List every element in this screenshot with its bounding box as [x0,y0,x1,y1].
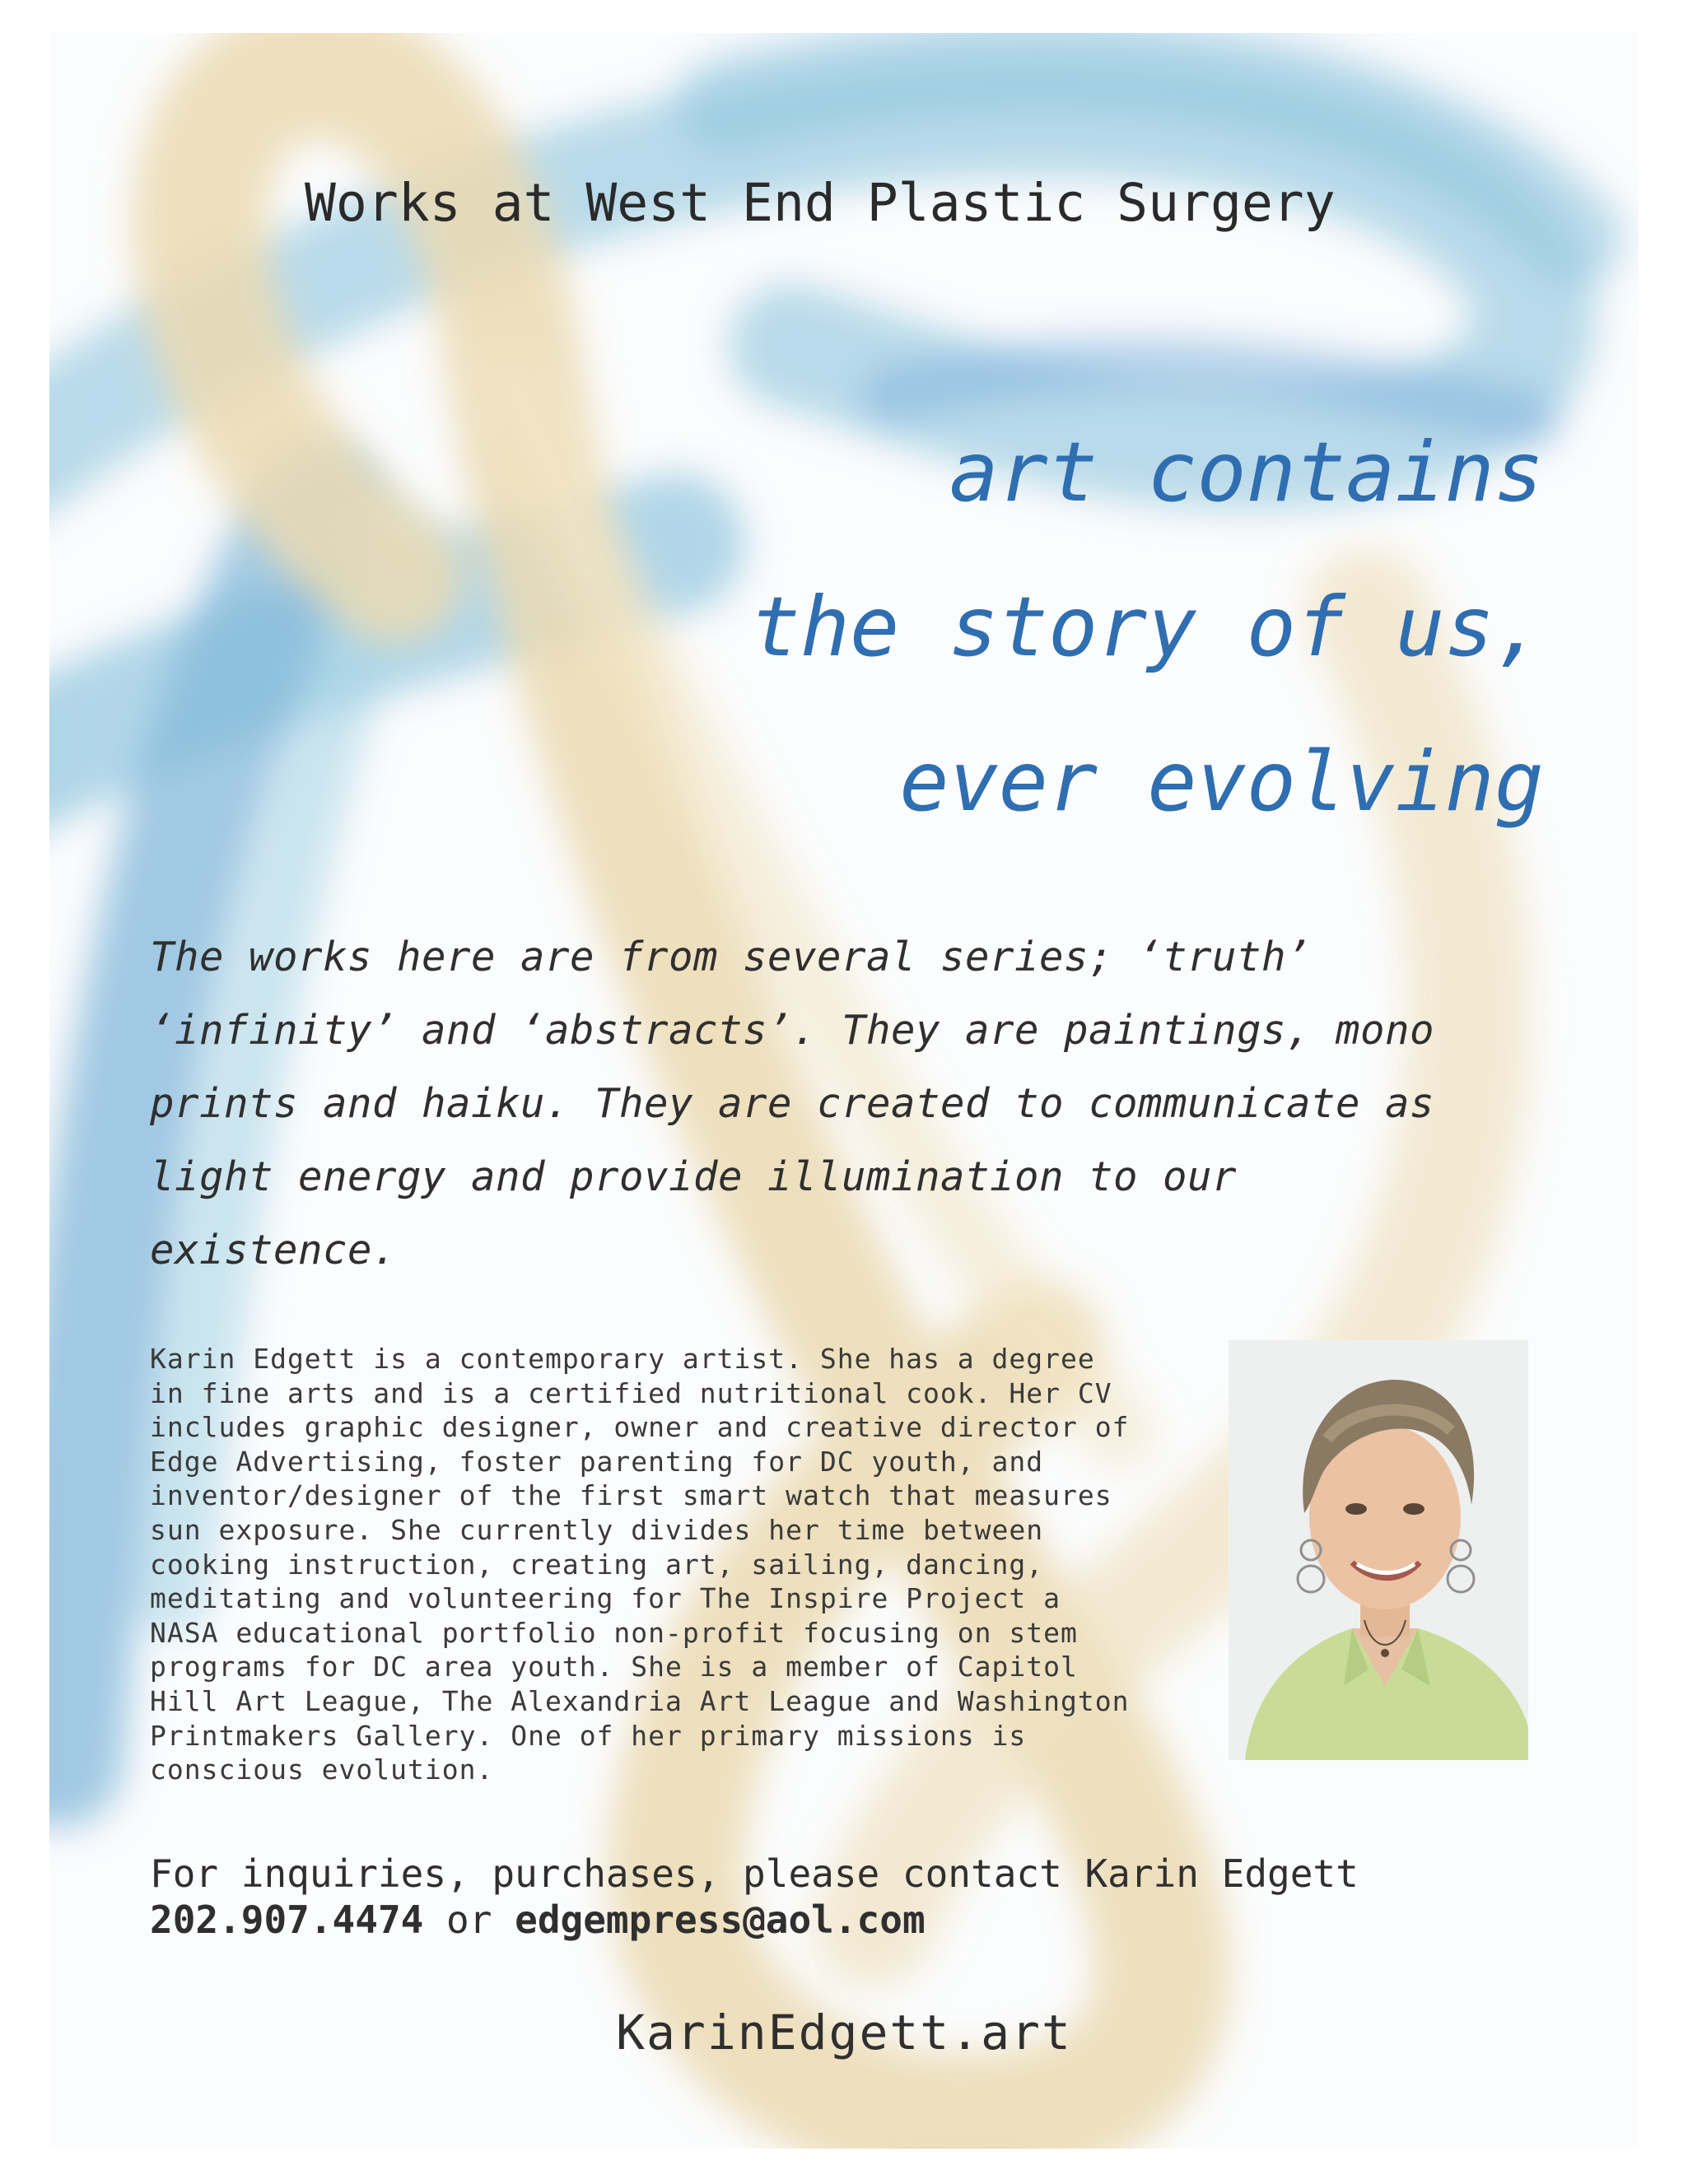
bio-line: Hill Art League, The Alexandria Art League and Washington [150,1684,1130,1717]
tagline-line: ever evolving [899,733,1544,830]
contact-joiner: or [446,1898,492,1942]
intro-line: light energy and provide illumination to our [150,1153,1238,1200]
tagline [309,395,1544,859]
header-text: Works at West End Plastic Surgery [305,173,1336,233]
poster [49,33,1639,2149]
bio-line: Printmakers Gallery. One of her primary missions is [150,1719,1027,1752]
bio-line: inventor/designer of the first smart watch that measures [150,1479,1112,1512]
bio-line: in fine arts and is a certified nutritional cook. Her CV [150,1376,1112,1409]
contact-block [150,1851,1632,1943]
email-address[interactable]: edgempress@aol.com [515,1898,926,1942]
artist-portrait-photo [1229,1340,1528,1760]
artist-bio [150,1342,1245,1787]
bio-line: sun exposure. She currently divides her time between [150,1513,1044,1546]
intro-paragraph [150,920,1583,1287]
bio-line: cooking instruction, creating art, sailing, dancing, [150,1548,1044,1581]
intro-line: existence. [150,1227,398,1274]
bio-line: includes graphic designer, owner and creative director of [150,1411,1130,1444]
contact-intro: For inquiries, purchases, please contact Karin Edgett [150,1851,1359,1896]
bio-line: Karin Edgett is a contemporary artist. She has a degree [150,1343,1095,1375]
phone-number[interactable]: 202.907.4474 [150,1898,424,1942]
tagline-line: art contains [949,424,1544,520]
intro-line: The works here are from several series; ‘truth’ [150,934,1312,980]
bio-line: conscious evolution. [150,1753,494,1786]
bio-line: programs for DC area youth. She is a member of Capitol [150,1651,1078,1683]
bio-line: meditating and volunteering for The Inspire Project a [150,1582,1061,1615]
contact-details [150,1897,1632,1943]
website-url[interactable]: KarinEdgett.art [616,2005,1072,2061]
intro-line: ‘infinity’ and ‘abstracts’. They are paintings, mono [150,1007,1435,1054]
tagline-line: the story of us, [750,579,1544,675]
bio-line: Edge Advertising, foster parenting for DC youth, and [150,1445,1044,1478]
intro-line: prints and haiku. They are created to communicate as [150,1080,1435,1127]
bio-line: NASA educational portfolio non-profit focusing on stem [150,1616,1078,1649]
